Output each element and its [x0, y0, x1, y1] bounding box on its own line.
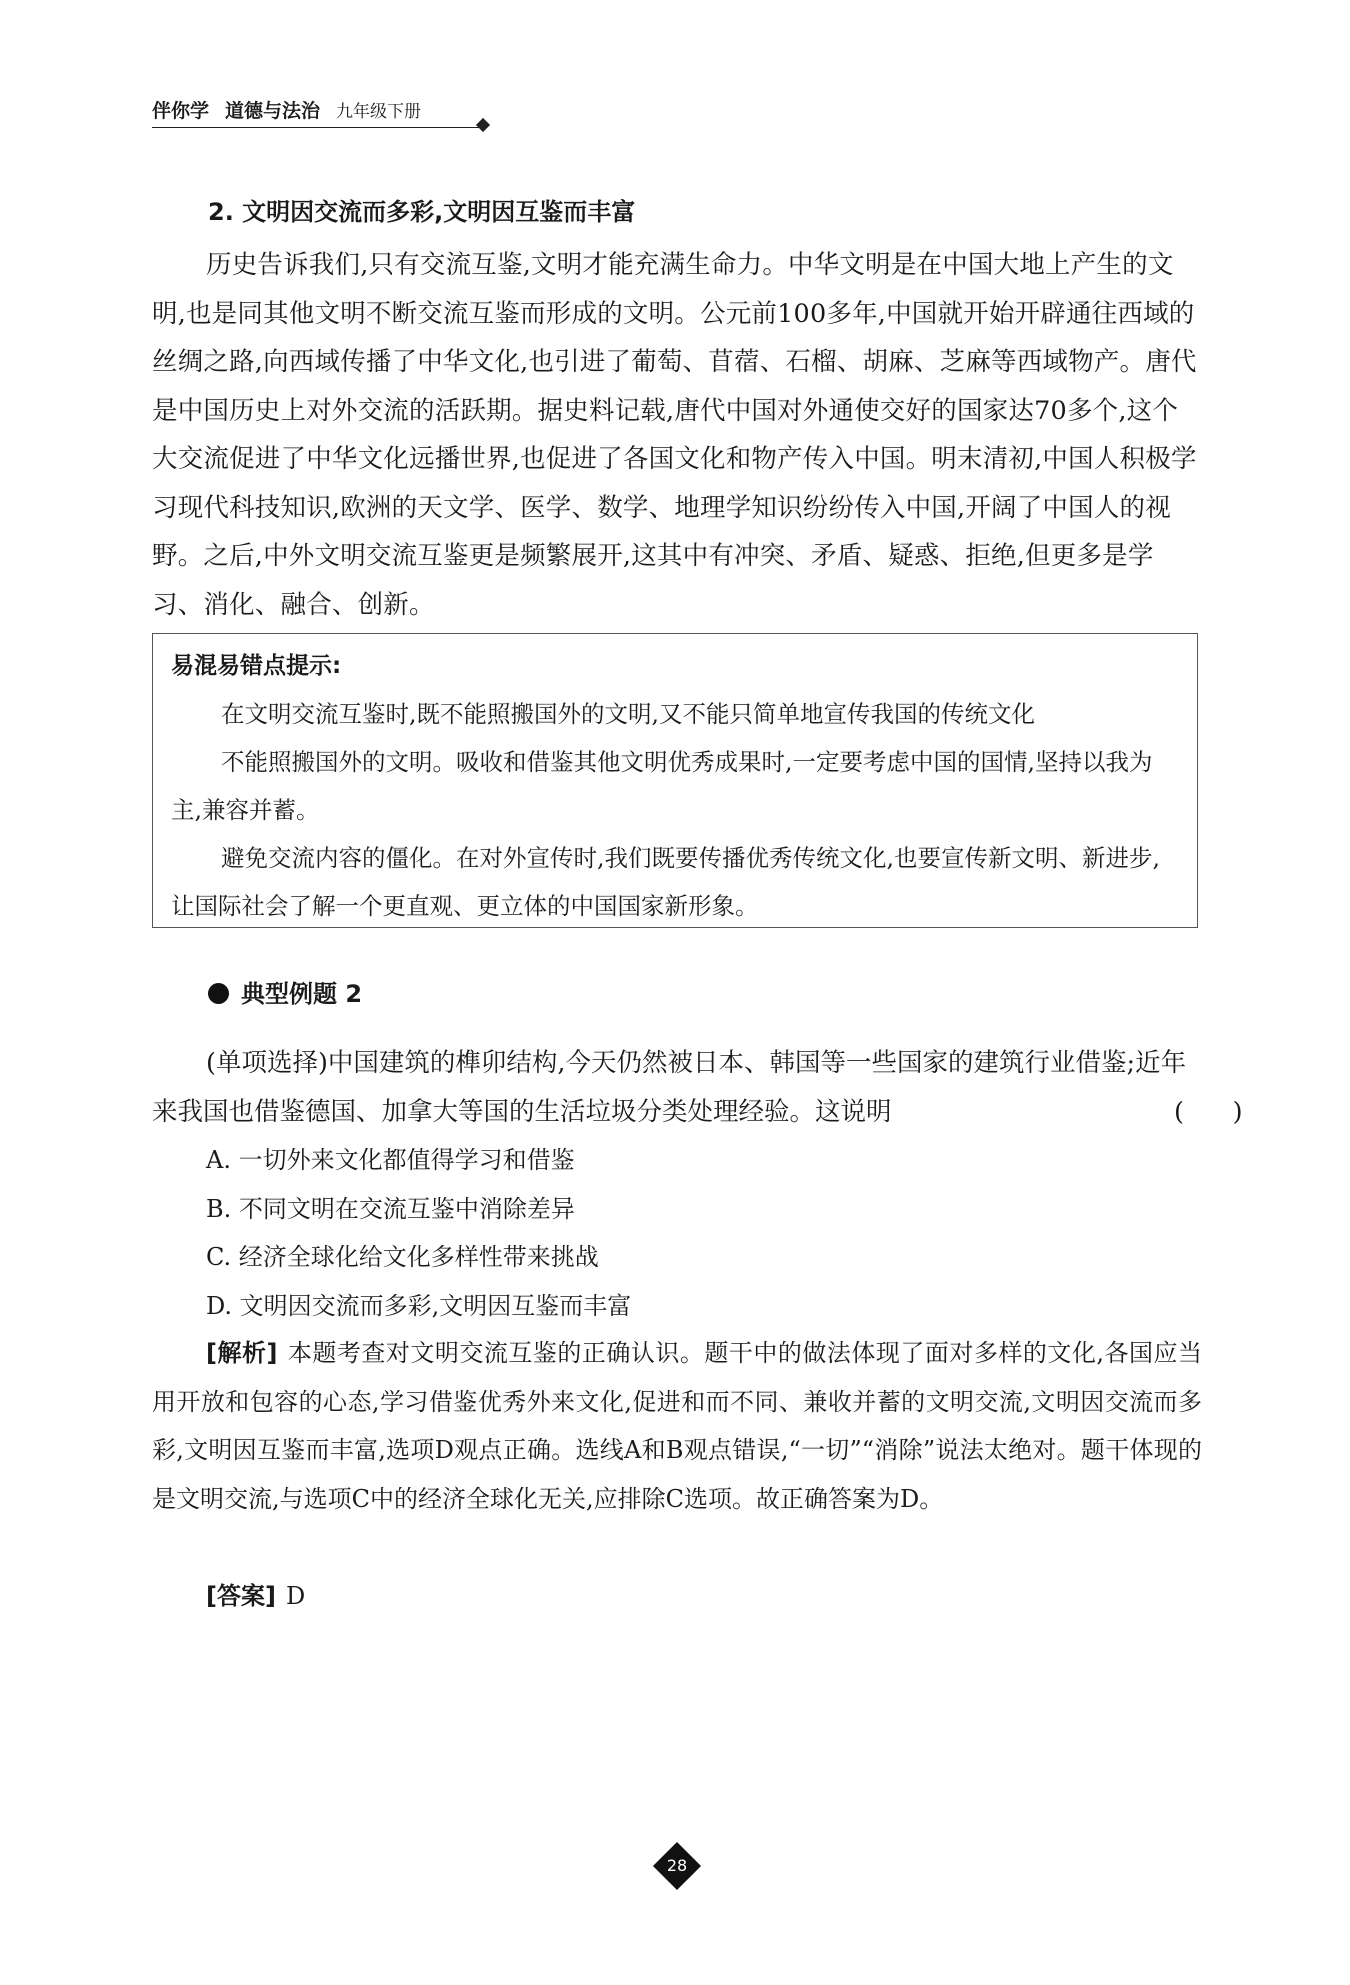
body-paragraph: 历史告诉我们,只有交流互鉴,文明才能充满生命力。中华文明是在中国大地上产生的文明,也是同其他文明不断交流互鉴而形成的文明。公元前100多年,中国就开始开辟通往西域的丝绸之路,向西域传播了中华文化,也引进了葡萄、苜蓿、石榴、胡麻、芝麻等西域物产。唐代是中国历史上对外交流的活跃期。据史料记载,唐代中国对外通使交好的国家达70多个,这个大交流促进了中华文化远播世界,也促进了各国文化和物产传入中国。明末清初,中国人积极学习现代科技知识,欧洲的天文学、医学、数学、地理学知识纷纷传入中国,开阔了中国人的视野。之后,中外文明交流互鉴更是频繁展开,这其中有冲突、矛盾、疑惑、拒绝,但更多是学习、消化、融合、创新。 — [152, 250, 1197, 620]
running-header — [152, 96, 492, 126]
section-body — [152, 241, 1202, 629]
option-d: D. 文明因交流而多彩,文明因互鉴而丰富 — [206, 1291, 632, 1320]
tip-paragraph-1: 在文明交流互鉴时,既不能照搬国外的文明,又不能只简单地宣传我国的传统文化 — [221, 700, 1035, 728]
tip-title: 易混易错点提示: — [171, 653, 342, 679]
option-list — [152, 1136, 1202, 1330]
answer-blank — [1120, 1088, 1200, 1137]
question-stem — [152, 1039, 1202, 1136]
example-heading — [208, 974, 808, 1014]
option-a: A. 一切外来文化都值得学习和借鉴 — [206, 1146, 575, 1174]
answer-value: D — [285, 1582, 306, 1610]
tip-box — [152, 633, 1198, 928]
bullet-icon — [208, 983, 229, 1004]
page-number-text: 28 — [666, 1856, 688, 1875]
option-c: C. 经济全球化给文化多样性带来挑战 — [206, 1243, 599, 1271]
book-title: 伴你学 — [152, 100, 210, 122]
analysis-paragraph — [152, 1329, 1202, 1523]
tip-paragraph-3: 避免交流内容的僵化。在对外宣传时,我们既要传播优秀传统文化,也要宣传新文明、新进步,让国际社会了解一个更直观、更立体的中国国家新形象。 — [171, 844, 1160, 920]
answer-line — [206, 1572, 806, 1621]
subject-title: 道德与法治 — [225, 100, 321, 122]
example-heading-text: 典型例题 2 — [241, 980, 363, 1008]
tip-body — [171, 690, 1181, 930]
question-stem-text: (单项选择)中国建筑的榫卯结构,今天仍然被日本、韩国等一些国家的建筑行业借鉴;近年来我国也借鉴德国、加拿大等国的生活垃圾分类处理经验。这说明 — [152, 1048, 1187, 1127]
answer-tag: [答案] — [206, 1582, 276, 1610]
section-heading: 2. 文明因交流而多彩,文明因互鉴而丰富 — [208, 198, 636, 226]
tip-paragraph-2: 不能照搬国外的文明。吸收和借鉴其他文明优秀成果时,一定要考虑中国的国情,坚持以我为主,兼容并蓄。 — [171, 748, 1153, 824]
analysis-block — [152, 1329, 1202, 1523]
option-b: B. 不同文明在交流互鉴中消除差异 — [206, 1194, 575, 1223]
question-block — [152, 1039, 1202, 1330]
page-number — [654, 1843, 700, 1889]
analysis-tag: [解析] — [206, 1339, 278, 1367]
header-rule — [152, 127, 480, 128]
analysis-text: 本题考查对文明交流互鉴的正确认识。题干中的做法体现了面对多样的文化,各国应当用开放和包容的心态,学习借鉴优秀外来文化,促进和而不同、兼收并蓄的文明交流,文明因交流而多彩,文明因互鉴而丰富,选项D观点正确。选线A和B观点错误,“一切”“消除”说法太绝对。题干体现的是文明交流,与选项C中的经济全球化无关,应排除C选项。故正确答案为D。 — [152, 1339, 1202, 1513]
grade-label: 九年级下册 — [336, 102, 422, 122]
